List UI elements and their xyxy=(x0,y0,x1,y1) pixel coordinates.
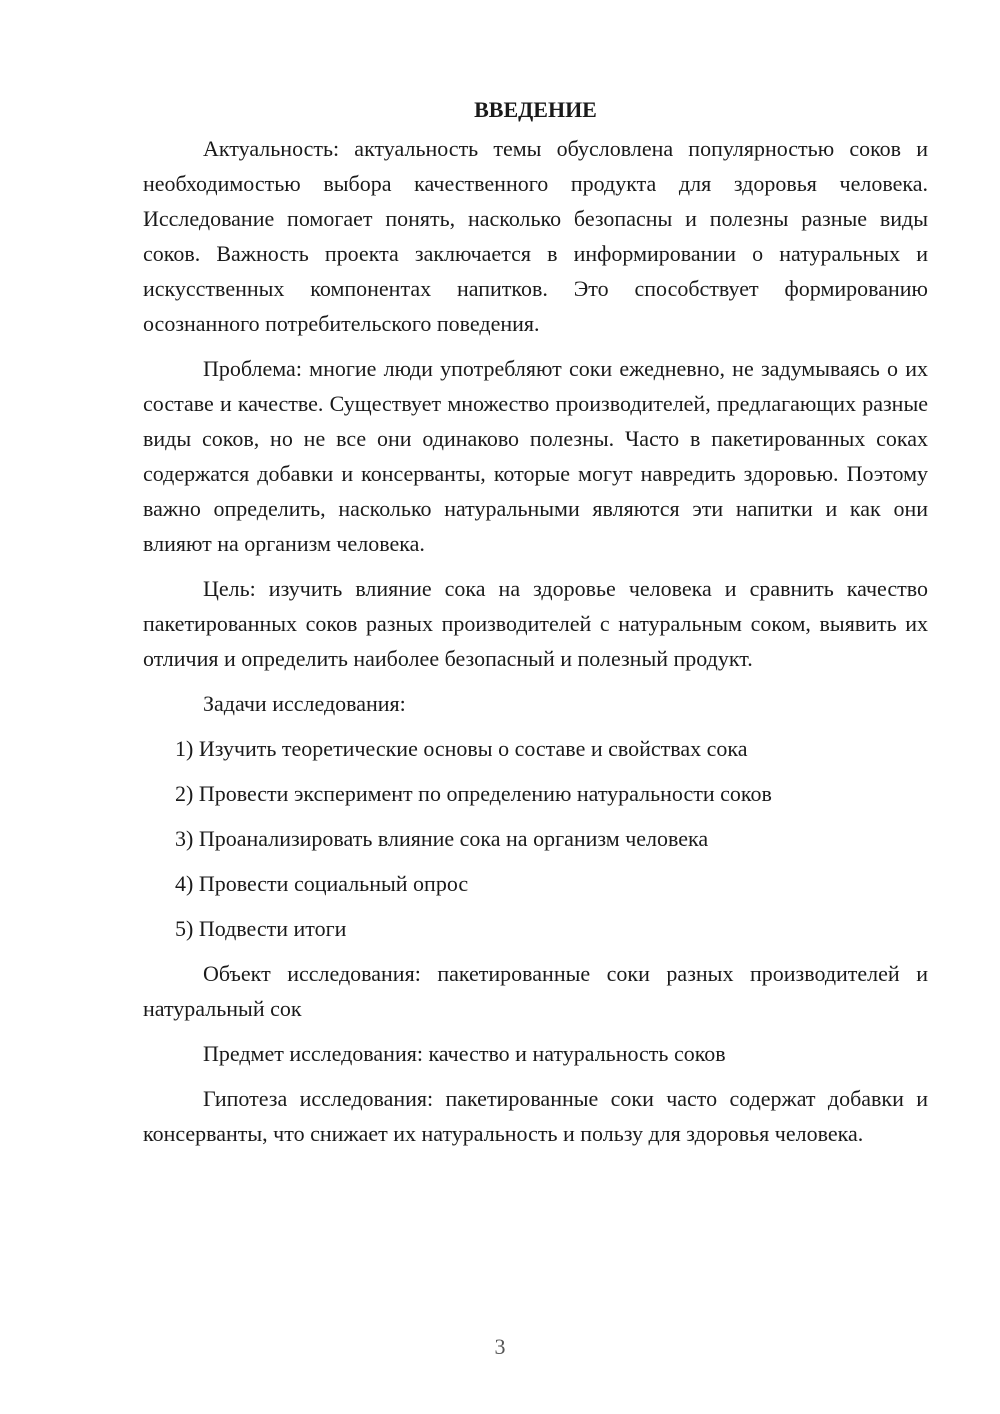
tasks-heading: Задачи исследования: xyxy=(203,691,406,716)
problem-paragraph: Проблема: многие люди употребляют соки ежедневно, не задумываясь о их составе и качестве. Существует множество производителей, предлагающих разные виды соков, но не все они одинаково полезны. Часто в пакетированных соках содержатся добавки и консерванты, которые могут навредить здоровью. Поэтому важно определить, насколько натуральными являются эти напитки и как они влияют на организм человека. xyxy=(143,356,928,556)
subject-paragraph: Предмет исследования: качество и натуральность соков xyxy=(203,1041,726,1066)
task-item: 3) Проанализировать влияние сока на организм человека xyxy=(175,826,709,851)
section-title: ВВЕДЕНИЕ xyxy=(474,97,597,122)
task-item: 5) Подвести итоги xyxy=(175,916,347,941)
relevance-paragraph: Актуальность: актуальность темы обусловлена популярностью соков и необходимостью выбора качественного продукта для здоровья человека. Исследование помогает понять, насколько безопасны и полезны разные виды соков. Важность проекта заключается в информировании о натуральных и искусственных компонентах напитков. Это способствует формированию осознанного потребительского поведения. xyxy=(143,136,928,336)
object-paragraph: Объект исследования: пакетированные соки разных производителей и натуральный сок xyxy=(143,961,928,1021)
goal-paragraph: Цель: изучить влияние сока на здоровье человека и сравнить качество пакетированных соков разных производителей с натуральным соком, выявить их отличия и определить наиболее безопасный и полезный продукт. xyxy=(143,576,928,671)
task-list xyxy=(143,731,928,946)
task-item: 1) Изучить теоретические основы о составе и свойствах сока xyxy=(175,736,748,761)
document-page xyxy=(143,95,928,1161)
task-item: 4) Провести социальный опрос xyxy=(175,871,469,896)
task-item: 2) Провести эксперимент по определению натуральности соков xyxy=(175,781,772,806)
page-number: 3 xyxy=(494,1334,506,1359)
hypothesis-paragraph: Гипотеза исследования: пакетированные соки часто содержат добавки и консерванты, что снижает их натуральность и пользу для здоровья человека. xyxy=(143,1086,928,1146)
